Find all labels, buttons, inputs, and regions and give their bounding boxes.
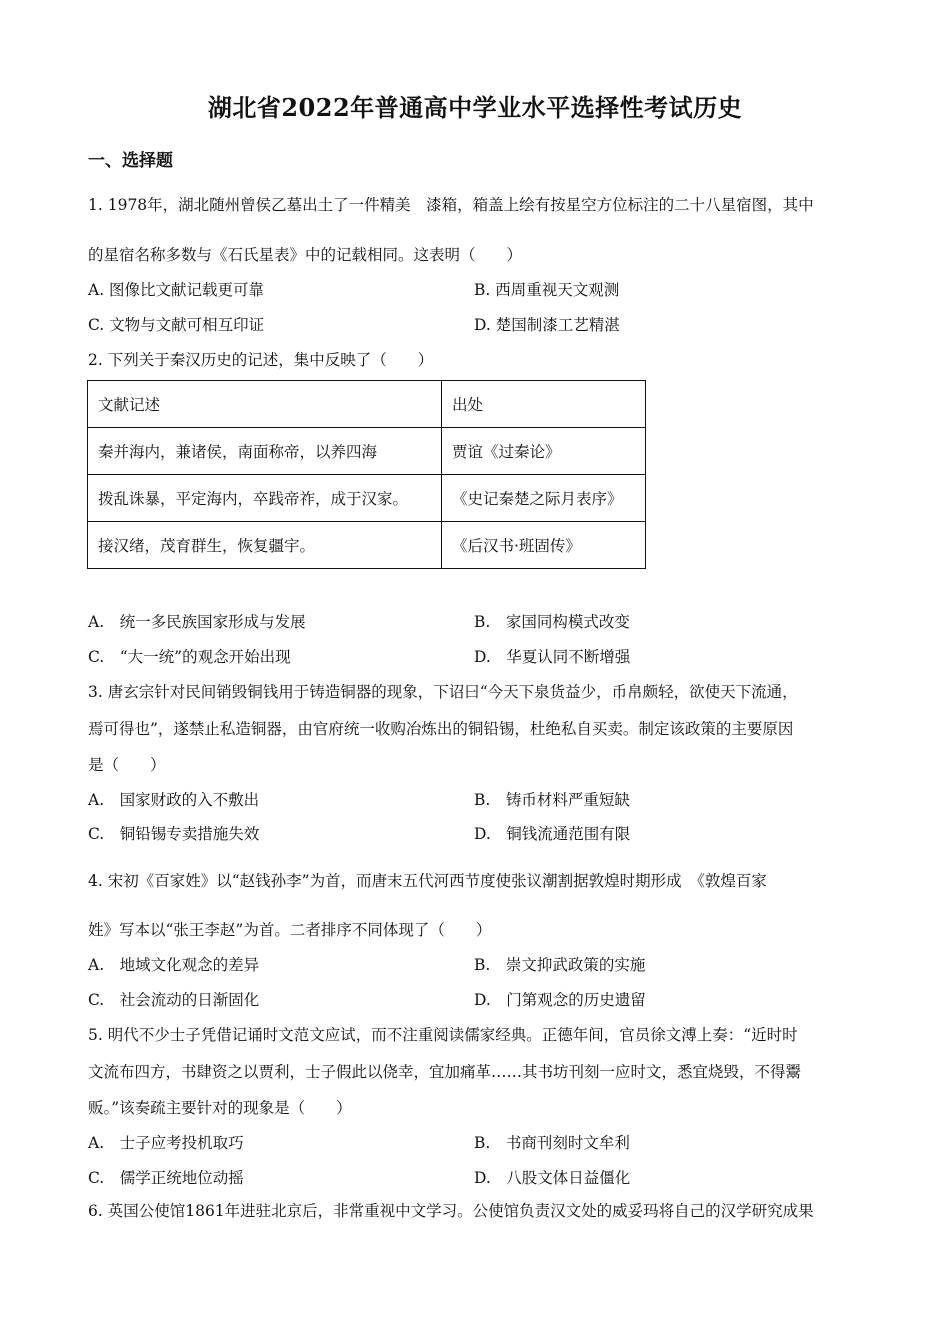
question-4-option-d[interactable]: D. 门第观念的历史遗留 (474, 991, 646, 1009)
section-heading: 一、选择题 (88, 151, 173, 171)
question-2-option-a[interactable]: A. 统一多民族国家形成与发展 (88, 613, 306, 631)
table-cell: 《后汉书·班固传》 (442, 522, 646, 569)
question-2-option-d[interactable]: D. 华夏认同不断增强 (474, 648, 631, 666)
question-3-option-a[interactable]: A. 国家财政的入不敷出 (88, 791, 260, 809)
question-3-line-3: 是（ ） (88, 756, 166, 774)
table-cell: 接汉绪，茂育群生，恢复疆宇。 (88, 522, 442, 569)
question-2-line-1: 2. 下列关于秦汉历史的记述，集中反映了（ ） (88, 351, 434, 369)
question-3-option-d[interactable]: D. 铜钱流通范围有限 (474, 825, 631, 843)
question-5-option-b[interactable]: B. 书商刊刻时文牟利 (474, 1134, 630, 1152)
question-4-option-a[interactable]: A. 地域文化观念的差异 (88, 956, 260, 974)
question-2-option-b[interactable]: B. 家国同构模式改变 (474, 613, 630, 631)
table-header-cell: 文献记述 (88, 381, 442, 428)
table-row (88, 475, 646, 522)
table-cell: 秦并海内，兼诸侯，南面称帝，以养四海 (88, 428, 442, 475)
question-3-line-2: 焉可得也”，遂禁止私造铜器，由官府统一收购冶炼出的铜铅锡，杜绝私自买卖。制定该政策的主要原因 (88, 720, 794, 738)
question-5-line-3: 贩。”该奏疏主要针对的现象是（ ） (88, 1099, 352, 1117)
question-4-option-c[interactable]: C. 社会流动的日渐固化 (88, 991, 260, 1009)
question-3-option-b[interactable]: B. 铸币材料严重短缺 (474, 791, 630, 809)
question-5-line-2: 文流布四方，书肆资之以贾利，士子假此以侥幸，宜加痛革……其书坊刊刻一应时文，悉宜烧毁，不得鬻 (88, 1063, 802, 1081)
question-4-option-b[interactable]: B. 崇文抑武政策的实施 (474, 956, 646, 974)
table-header-cell: 出处 (442, 381, 646, 428)
table-cell: 贾谊《过秦论》 (442, 428, 646, 475)
question-1-line-2: 的星宿名称多数与《石氏星表》中的记载相同。这表明（ ） (88, 246, 523, 264)
question-5-line-1: 5. 明代不少士子凭借记诵时文范文应试，而不注重阅读儒家经典。正德年间，官员徐文溥上奏：“近时时 (88, 1026, 798, 1044)
source-table (87, 380, 646, 569)
question-1-option-d[interactable]: D. 楚国制漆工艺精湛 (474, 316, 620, 334)
question-4-line-1: 4. 宋初《百家姓》以“赵钱孙李”为首，而唐末五代河西节度使张议潮割据敦煌时期形成 《敦煌百家 (88, 872, 767, 890)
question-5-option-a[interactable]: A. 士子应考投机取巧 (88, 1134, 244, 1152)
question-1-line-1: 1. 1978年，湖北随州曾侯乙墓出土了一件精美 漆箱，箱盖上绘有按星空方位标注的二十八星宿图，其中 (88, 196, 814, 214)
table-header-row (88, 381, 646, 428)
question-1-option-b[interactable]: B. 西周重视天文观测 (474, 281, 620, 299)
table-cell: 拨乱诛暴，平定海内，卒践帝祚，成于汉家。 (88, 475, 442, 522)
question-2-option-c[interactable]: C. “大一统”的观念开始出现 (88, 648, 291, 666)
table-cell: 《史记秦楚之际月表序》 (442, 475, 646, 522)
question-4-line-2: 姓》写本以“张王李赵”为首。二者排序不同体现了（ ） (88, 921, 492, 939)
question-5-option-d[interactable]: D. 八股文体日益僵化 (474, 1169, 631, 1187)
question-3-line-1: 3. 唐玄宗针对民间销毁铜钱用于铸造铜器的现象，下诏曰“今天下泉货益少，币帛颇轻，欲使天下流通， (88, 683, 798, 701)
question-6-line-1: 6. 英国公使馆1861年进驻北京后，非常重视中文学习。公使馆负责汉文处的威妥玛将自己的汉学研究成果 (88, 1202, 814, 1220)
table-row (88, 428, 646, 475)
question-1-option-a[interactable]: A. 图像比文献记载更可靠 (88, 281, 265, 299)
question-3-option-c[interactable]: C. 铜铅锡专卖措施失效 (88, 825, 260, 843)
table-row (88, 522, 646, 569)
question-5-option-c[interactable]: C. 儒学正统地位动摇 (88, 1169, 244, 1187)
question-1-option-c[interactable]: C. 文物与文献可相互印证 (88, 316, 265, 334)
page-title: 湖北省2022年普通高中学业水平选择性考试历史 (207, 93, 743, 122)
